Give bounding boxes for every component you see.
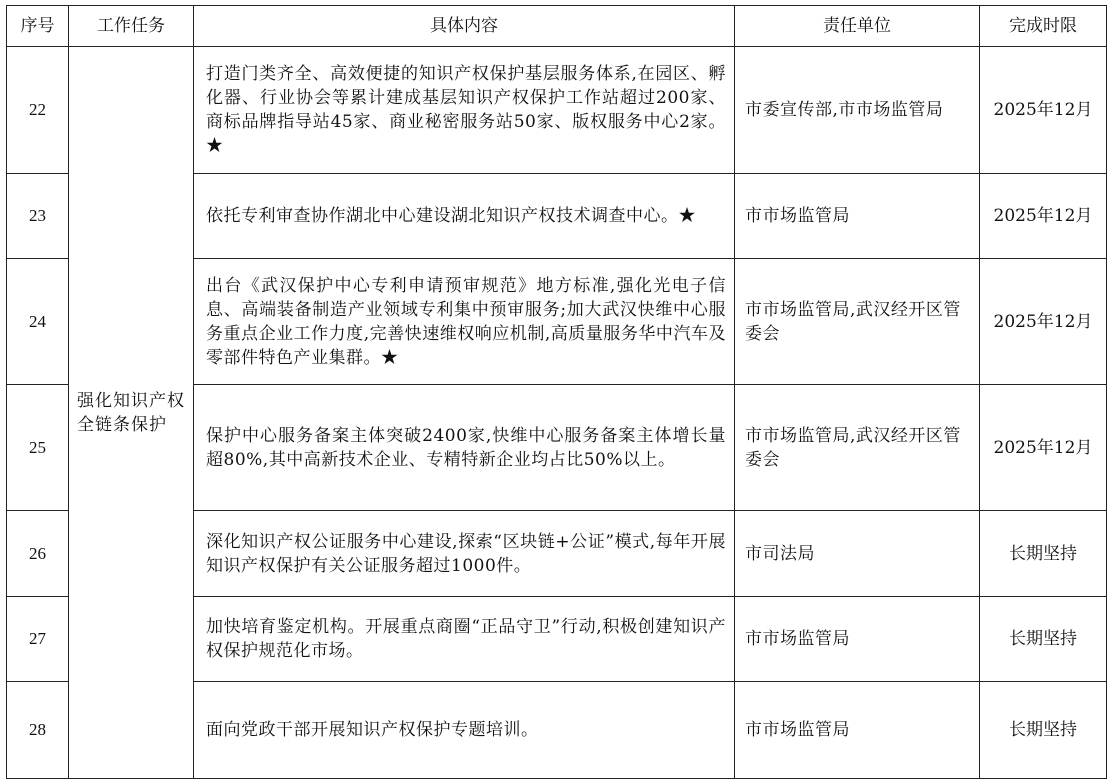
row-deadline: 2025年12月 (980, 47, 1107, 174)
task-group-cell (69, 47, 194, 779)
row-unit: 市市场监管局,武汉经开区管委会 (735, 259, 980, 385)
row-unit: 市市场监管局,武汉经开区管委会 (735, 385, 980, 511)
row-deadline: 长期坚持 (980, 511, 1107, 597)
header-no: 序号 (7, 6, 69, 47)
row-number: 25 (7, 385, 69, 511)
row-number: 27 (7, 597, 69, 682)
row-content: 打造门类齐全、高效便捷的知识产权保护基层服务体系,在园区、孵化器、行业协会等累计建成基层知识产权保护工作站超过200家、商标品牌指导站45家、商业秘密服务站50家、版权服务中心2家。★ (194, 47, 735, 174)
row-unit: 市司法局 (735, 511, 980, 597)
row-deadline: 2025年12月 (980, 259, 1107, 385)
header-content: 具体内容 (194, 6, 735, 47)
row-content: 加快培育鉴定机构。开展重点商圈“正品守卫”行动,积极创建知识产权保护规范化市场。 (194, 597, 735, 682)
row-deadline: 长期坚持 (980, 597, 1107, 682)
row-number: 28 (7, 682, 69, 779)
task-table (6, 5, 1107, 779)
header-deadline: 完成时限 (980, 6, 1107, 47)
row-unit: 市市场监管局 (735, 682, 980, 779)
row-number: 24 (7, 259, 69, 385)
row-content: 出台《武汉保护中心专利申请预审规范》地方标准,强化光电子信息、高端装备制造产业领域专利集中预审服务;加大武汉快维中心服务重点企业工作力度,完善快速维权响应机制,高质量服务华中汽车及零部件特色产业集群。★ (194, 259, 735, 385)
row-unit: 市委宣传部,市市场监管局 (735, 47, 980, 174)
table-row (7, 47, 1107, 174)
row-number: 26 (7, 511, 69, 597)
row-content: 面向党政干部开展知识产权保护专题培训。 (194, 682, 735, 779)
header-row (7, 6, 1107, 47)
row-content: 依托专利审查协作湖北中心建设湖北知识产权技术调查中心。★ (194, 174, 735, 259)
task-group-label: 强化知识产权全链条保护 (77, 390, 185, 435)
row-unit: 市市场监管局 (735, 597, 980, 682)
row-deadline: 2025年12月 (980, 385, 1107, 511)
row-deadline: 2025年12月 (980, 174, 1107, 259)
header-unit: 责任单位 (735, 6, 980, 47)
header-task: 工作任务 (69, 6, 194, 47)
row-unit: 市市场监管局 (735, 174, 980, 259)
row-content: 保护中心服务备案主体突破2400家,快维中心服务备案主体增长量超80%,其中高新技术企业、专精特新企业均占比50%以上。 (194, 385, 735, 511)
row-deadline: 长期坚持 (980, 682, 1107, 779)
row-number: 23 (7, 174, 69, 259)
row-number: 22 (7, 47, 69, 174)
row-content: 深化知识产权公证服务中心建设,探索“区块链+公证”模式,每年开展知识产权保护有关公证服务超过1000件。 (194, 511, 735, 597)
